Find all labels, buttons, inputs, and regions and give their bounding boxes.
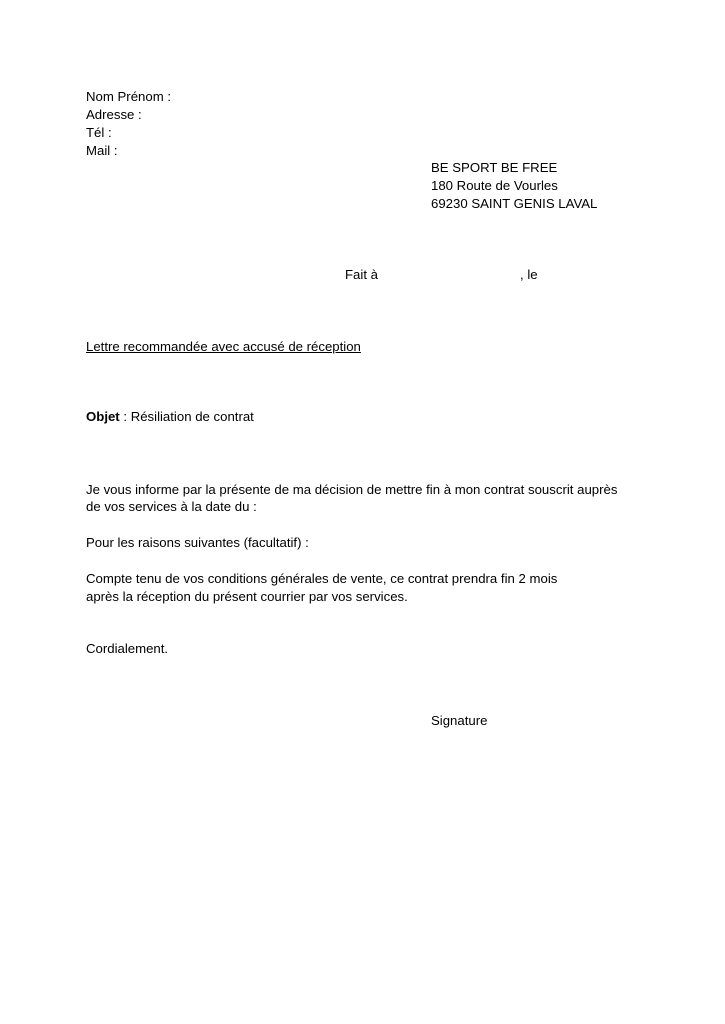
subject-label: Objet (86, 409, 120, 424)
signature-label: Signature (431, 713, 488, 728)
sender-mail-label: Mail : (86, 143, 118, 158)
date-label: , le (520, 267, 538, 282)
subject-line (86, 408, 254, 426)
body-paragraph-2: Pour les raisons suivantes (facultatif) : (86, 535, 309, 550)
body-paragraph-3-line-1: Compte tenu de vos conditions générales de vente, ce contrat prendra fin 2 mois (86, 571, 558, 586)
body-paragraph-3-line-2: après la réception du présent courrier par vos services. (86, 589, 408, 604)
recipient-street: 180 Route de Vourles (431, 178, 558, 193)
recipient-city: 69230 SAINT GENIS LAVAL (431, 196, 598, 211)
body-paragraph-1-line-1: Je vous informe par la présente de ma décision de mettre fin à mon contrat souscrit auprès (86, 482, 618, 497)
sender-name-label: Nom Prénom : (86, 89, 172, 104)
sender-phone-label: Tél : (86, 125, 112, 140)
subject-text: : Résiliation de contrat (119, 409, 254, 424)
place-label: Fait à (345, 267, 378, 282)
closing: Cordialement. (86, 641, 169, 656)
registered-mail-notice: Lettre recommandée avec accusé de réception (86, 339, 361, 354)
body-paragraph-1-line-2: de vos services à la date du : (86, 499, 257, 514)
sender-address-label: Adresse : (86, 107, 142, 122)
recipient-company: BE SPORT BE FREE (431, 160, 558, 175)
